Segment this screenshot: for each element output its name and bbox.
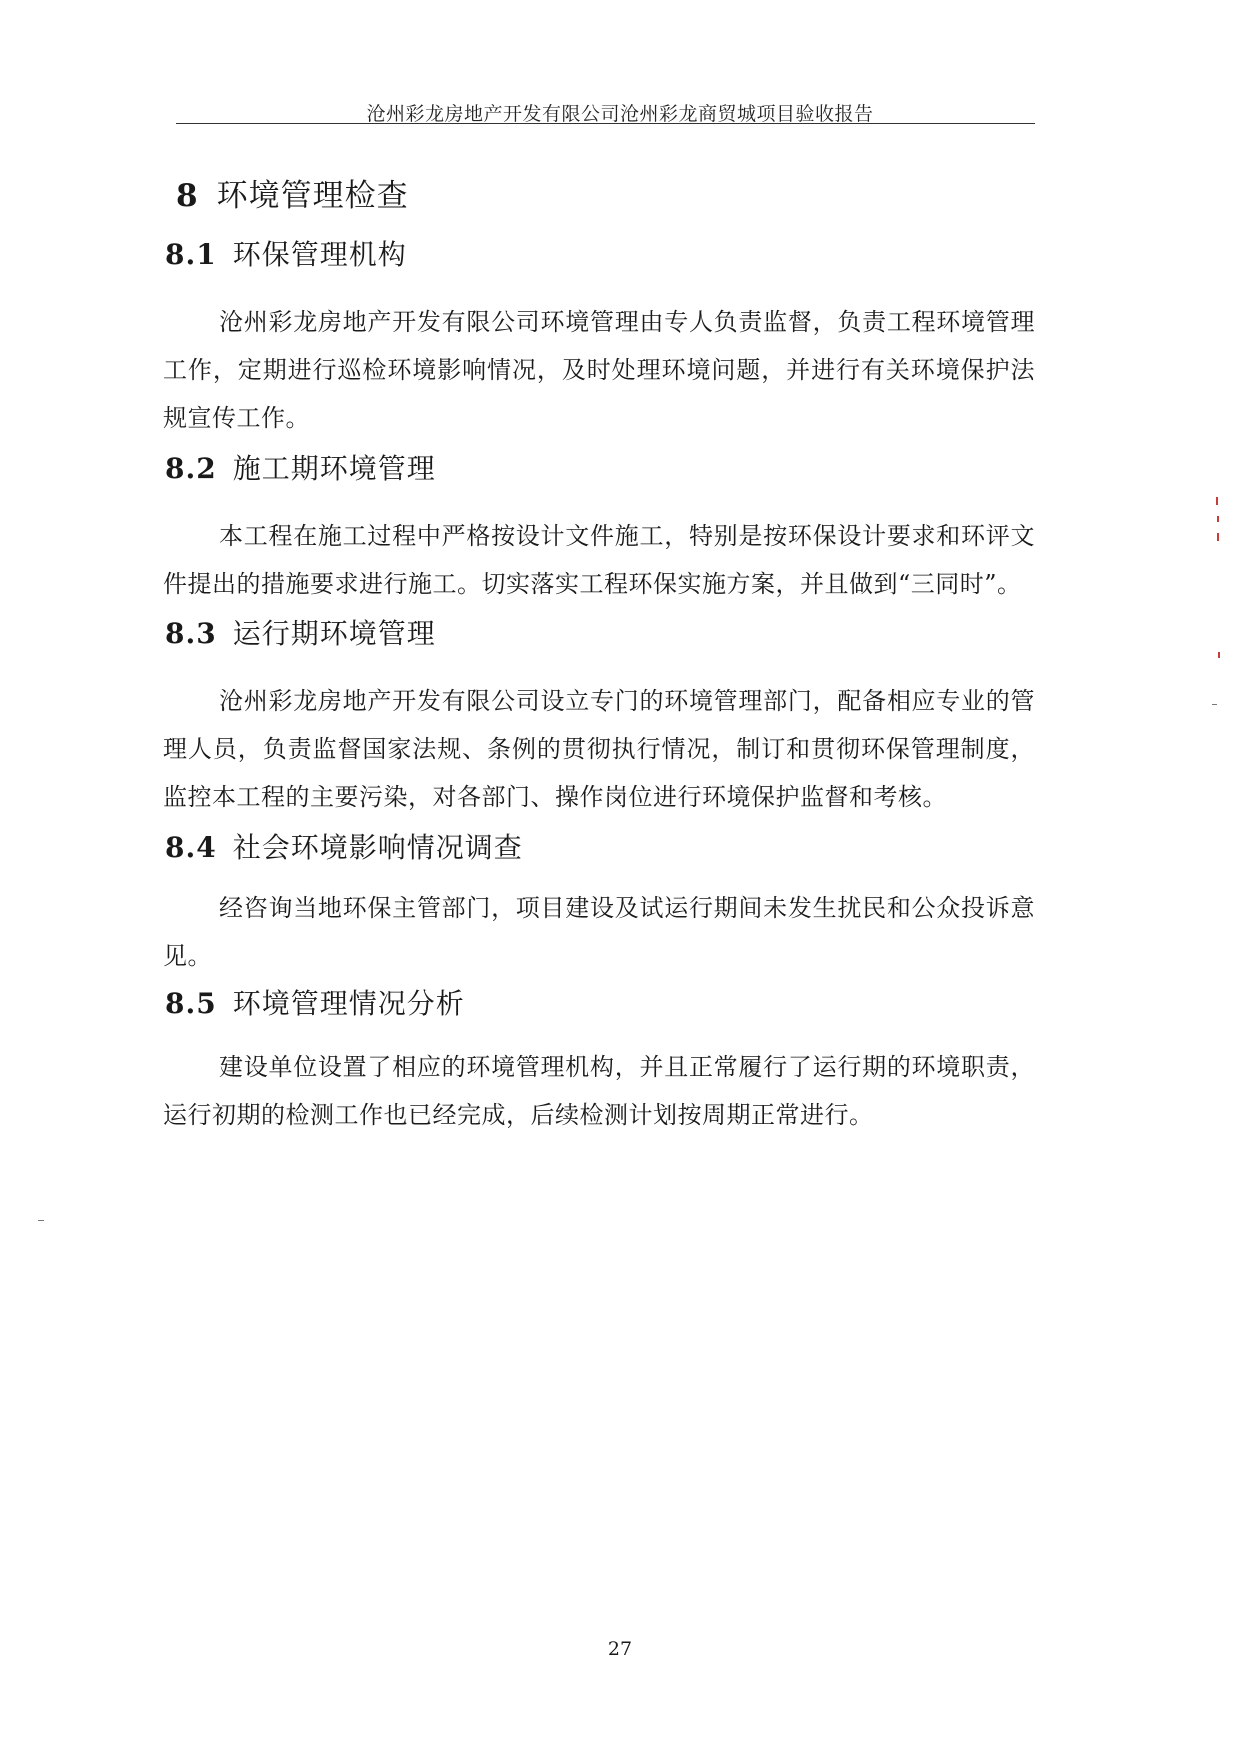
scan-mark <box>1218 652 1220 658</box>
section-number: 8.5 <box>165 987 217 1020</box>
scan-mark <box>1217 533 1219 541</box>
section-paragraph-8-3: 沧州彩龙房地产开发有限公司设立专门的环境管理部门，配备相应专业的管理人员，负责监督国家法规、条例的贯彻执行情况，制订和贯彻环保管理制度，监控本工程的主要污染，对各部门、操作岗位进行环境保护监督和考核。 <box>163 687 1035 811</box>
section-heading-8-3 <box>165 612 436 652</box>
section-title: 环境管理情况分析 <box>232 987 465 1020</box>
page-number: 27 <box>607 1638 633 1660</box>
section-paragraph-8-1: 沧州彩龙房地产开发有限公司环境管理由专人负责监督，负责工程环境管理工作，定期进行巡检环境影响情况，及时处理环境问题，并进行有关环境保护法规宣传工作。 <box>163 308 1035 432</box>
section-number: 8.2 <box>165 452 217 485</box>
section-title: 施工期环境管理 <box>232 452 436 485</box>
scan-speck <box>38 1220 44 1221</box>
chapter-heading <box>176 170 409 215</box>
section-number: 8.1 <box>165 238 217 271</box>
section-paragraph-8-4: 经咨询当地环保主管部门，项目建设及试运行期间未发生扰民和公众投诉意见。 <box>163 894 1035 970</box>
section-heading-8-2 <box>165 447 436 487</box>
running-header: 沧州彩龙房地产开发有限公司沧州彩龙商贸城项目验收报告 <box>366 103 874 125</box>
header-divider <box>176 123 1035 124</box>
section-paragraph-8-5: 建设单位设置了相应的环境管理机构，并且正常履行了运行期的环境职责，运行初期的检测工作也已经完成，后续检测计划按周期正常进行。 <box>163 1053 1035 1129</box>
section-number: 8.3 <box>165 617 217 650</box>
chapter-title: 环境管理检查 <box>216 178 409 214</box>
scan-mark <box>1216 497 1218 505</box>
section-title: 运行期环境管理 <box>232 617 436 650</box>
scan-mark <box>1217 516 1219 522</box>
chapter-number: 8 <box>176 178 199 214</box>
section-title: 环保管理机构 <box>232 238 407 271</box>
section-heading-8-4 <box>165 826 523 866</box>
scan-speck <box>1212 704 1217 705</box>
section-number: 8.4 <box>165 831 217 864</box>
section-title: 社会环境影响情况调查 <box>232 831 523 864</box>
section-heading-8-1 <box>165 233 407 273</box>
section-paragraph-8-2: 本工程在施工过程中严格按设计文件施工，特别是按环保设计要求和环评文件提出的措施要求进行施工。切实落实工程环保实施方案，并且做到“三同时”。 <box>163 522 1035 598</box>
section-heading-8-5 <box>165 982 465 1022</box>
